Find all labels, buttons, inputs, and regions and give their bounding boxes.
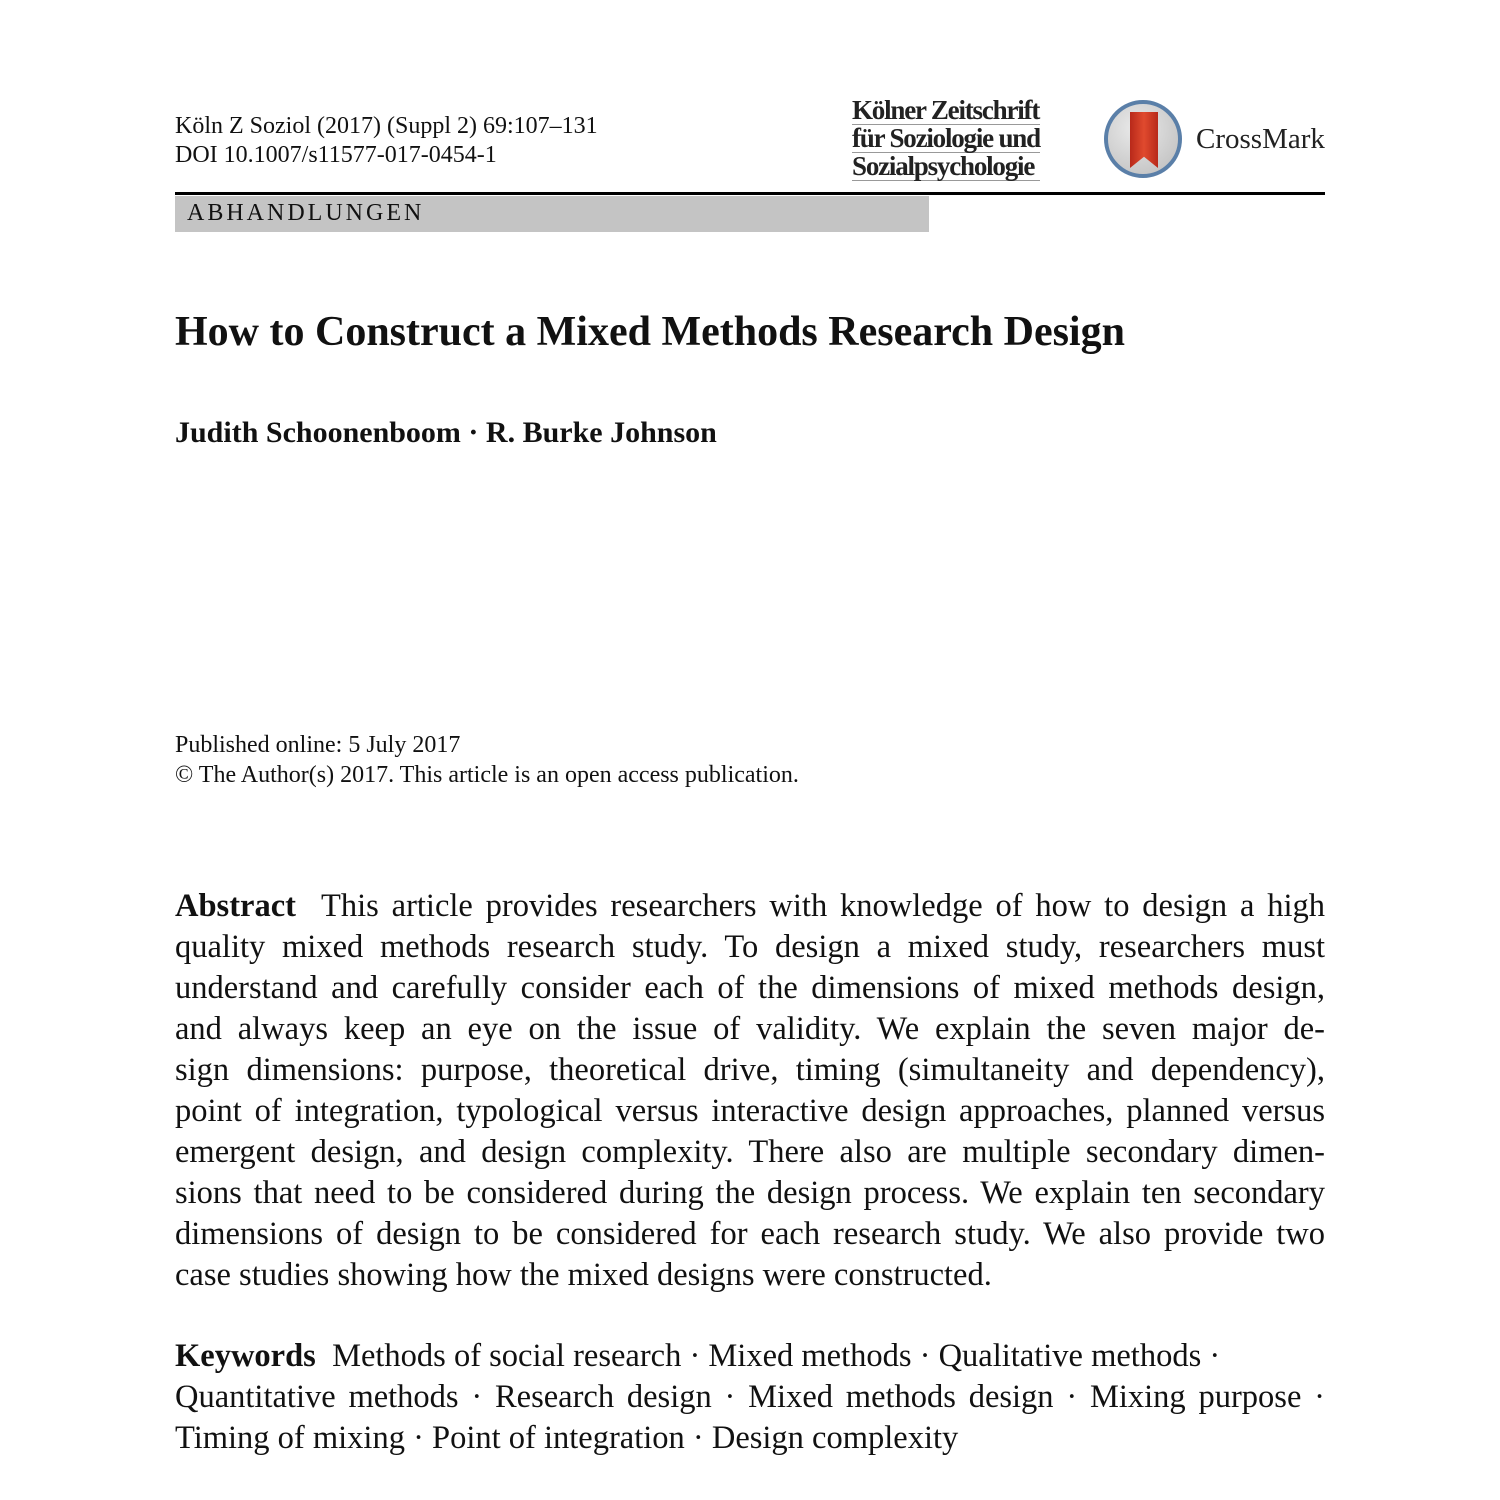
header-rule <box>175 192 1325 195</box>
abstract-line: emergent design, and design complexity. There also are multiple secondary dimen- <box>175 1134 1325 1170</box>
published-date: Published online: 5 July 2017 <box>175 732 461 758</box>
doi: DOI 10.1007/s11577-017-0454-1 <box>175 142 497 168</box>
keywords-line: Timing of mixing · Point of integration · Design complexity <box>175 1420 959 1456</box>
journal-citation: Köln Z Soziol (2017) (Suppl 2) 69:107–131 <box>175 113 598 139</box>
abstract-line: understand and carefully consider each of the dimensions of mixed methods design, <box>175 970 1325 1006</box>
journal-logo <box>852 97 1040 181</box>
journal-logo-line: für Soziologie und <box>852 123 1040 153</box>
journal-logo-line: Kölner Zeitschrift <box>852 95 1040 125</box>
publication-info <box>175 730 799 790</box>
crossmark-label: CrossMark <box>1196 122 1325 155</box>
abstract-line: dimensions of design to be considered for each research study. We also provide two <box>175 1216 1325 1252</box>
article-title: How to Construct a Mixed Methods Research Design <box>175 309 1125 355</box>
abstract-line: quality mixed methods research study. To design a mixed study, researchers must <box>175 929 1325 965</box>
crossmark-icon <box>1104 100 1182 178</box>
abstract-line: sions that need to be considered during the design process. We explain ten secondary <box>175 1175 1325 1211</box>
article-authors: Judith Schoonenboom · R. Burke Johnson <box>175 416 717 449</box>
abstract <box>175 886 1325 1296</box>
copyright: © The Author(s) 2017. This article is an open access publication. <box>175 762 799 788</box>
abstract-line: sign dimensions: purpose, theoretical drive, timing (simultaneity and dependency), <box>175 1052 1325 1088</box>
abstract-line: case studies showing how the mixed designs were constructed. <box>175 1257 992 1293</box>
journal-logo-line: Sozialpsychologie <box>852 153 1040 181</box>
abstract-line: point of integration, typological versus interactive design approaches, planned versus <box>175 1093 1325 1129</box>
keywords-line: Quantitative methods · Research design · Mixed methods design · Mixing purpose · <box>175 1379 1325 1415</box>
crossmark-badge[interactable] <box>1104 100 1325 178</box>
abstract-line: Abstract This article provides researchers with knowledge of how to design a high <box>175 888 1325 924</box>
keywords <box>175 1336 1325 1459</box>
keywords-line: Keywords Methods of social research · Mixed methods · Qualitative methods · <box>175 1338 1221 1374</box>
section-label: ABHANDLUNGEN <box>187 200 425 226</box>
citation-block <box>175 112 598 170</box>
keywords-label: Keywords <box>175 1338 316 1374</box>
abstract-label: Abstract <box>175 888 296 924</box>
abstract-line: and always keep an eye on the issue of validity. We explain the seven major de- <box>175 1011 1325 1047</box>
